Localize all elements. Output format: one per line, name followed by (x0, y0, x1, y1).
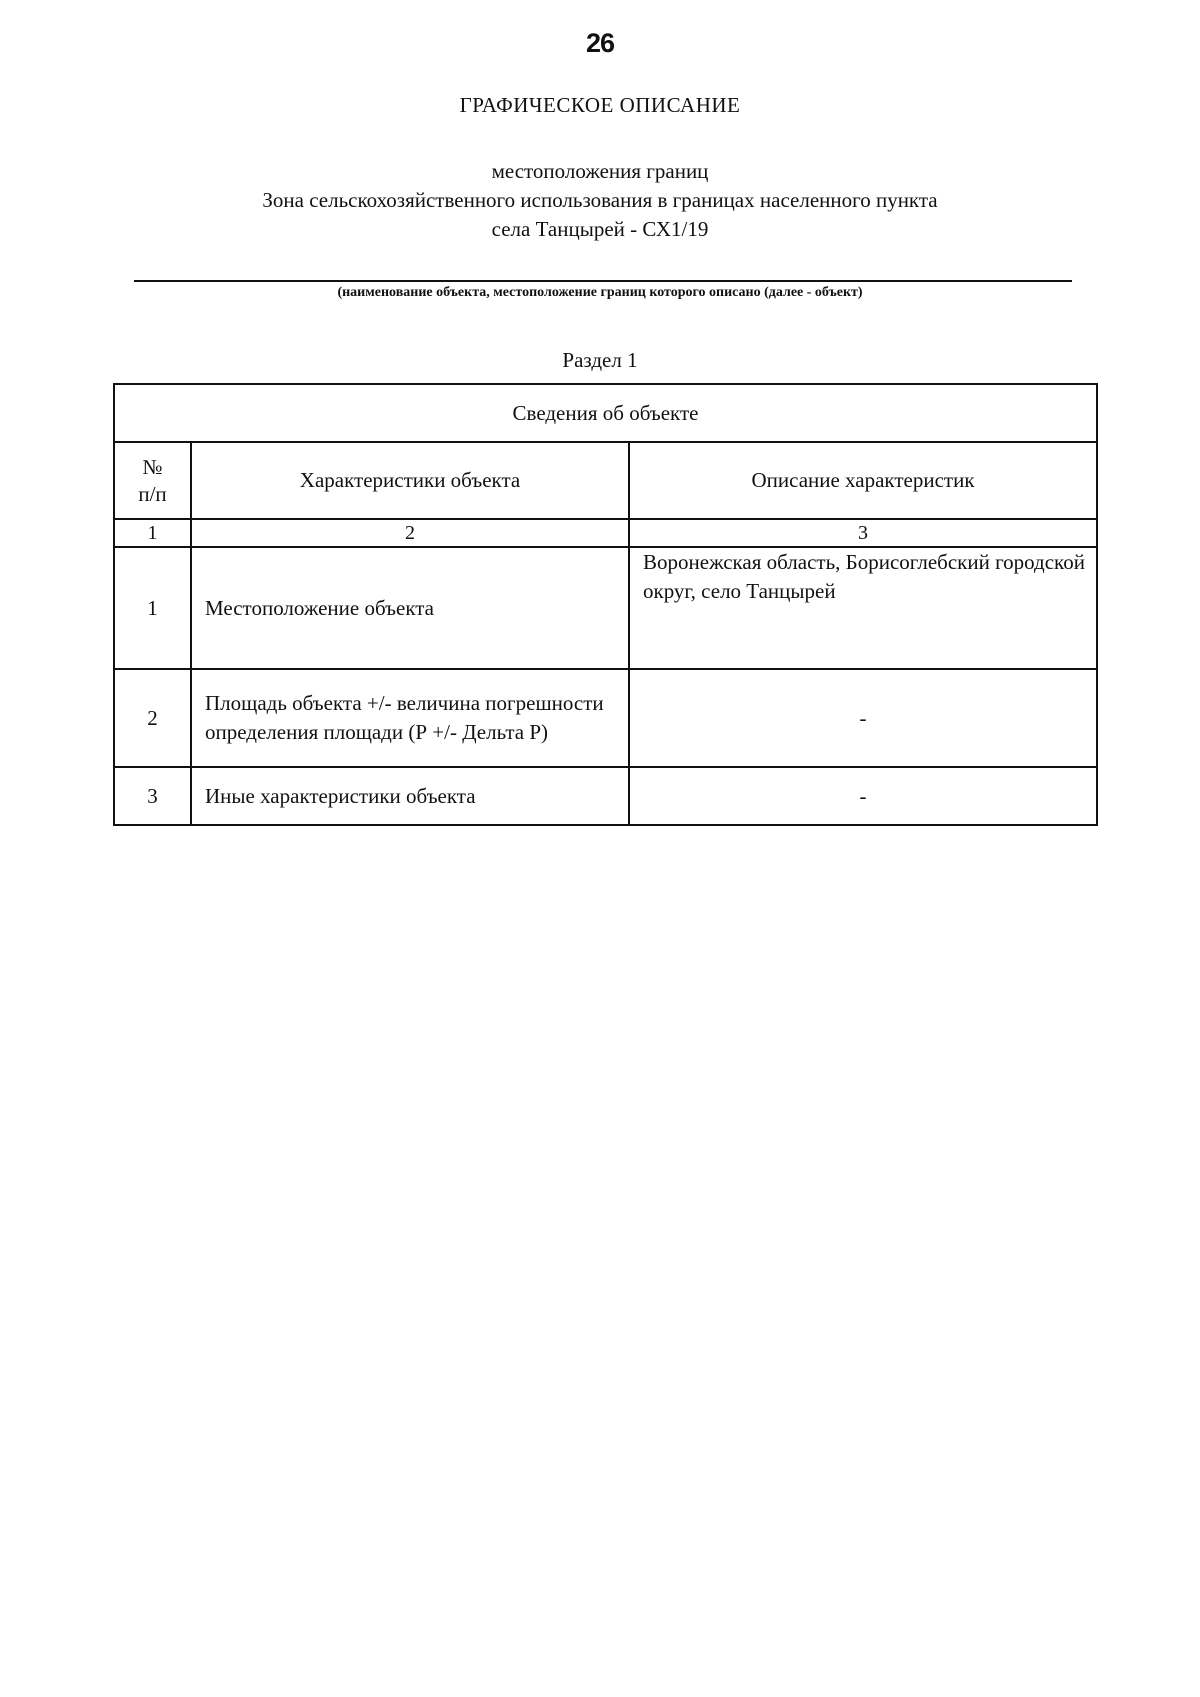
object-name-underline (134, 280, 1072, 282)
row-characteristic: Площадь объекта +/- величина погрешности определения площади (Р +/- Дельта Р) (191, 669, 629, 767)
subtitle-line-2: Зона сельскохозяйственного использования в границах населенного пункта (262, 188, 938, 212)
header-description: Описание характеристик (629, 442, 1097, 519)
row-description: - (629, 669, 1097, 767)
header-characteristics: Характеристики объекта (191, 442, 629, 519)
table-row (114, 669, 1097, 767)
page-number: 26 (585, 28, 615, 58)
row-description: - (629, 767, 1097, 825)
table-caption: Сведения об объекте (114, 384, 1097, 442)
row-number: 2 (114, 669, 191, 767)
object-name-caption: (наименование объекта, местоположение границ которого описано (далее - объект) (337, 285, 863, 300)
header-num-symbol: № (142, 454, 163, 479)
row-characteristic: Иные характеристики объекта (191, 767, 629, 825)
document-title: ГРАФИЧЕСКОЕ ОПИСАНИЕ (459, 93, 741, 117)
column-index-3: 3 (629, 519, 1097, 547)
table-row (114, 767, 1097, 825)
column-index-1: 1 (114, 519, 191, 547)
object-name-block (0, 157, 1200, 244)
section-title: Раздел 1 (562, 348, 638, 372)
object-info-table (113, 383, 1098, 826)
header-num (114, 442, 191, 519)
row-description: Воронежская область, Борисоглебский городской округ, село Танцырей (629, 547, 1097, 669)
row-characteristic: Местоположение объекта (191, 547, 629, 669)
header-num-abbr: п/п (138, 481, 167, 506)
column-index-row (114, 519, 1097, 547)
table-caption-row (114, 384, 1097, 442)
row-number: 3 (114, 767, 191, 825)
table-header-row (114, 442, 1097, 519)
row-number: 1 (114, 547, 191, 669)
column-index-2: 2 (191, 519, 629, 547)
subtitle-line-3: села Танцырей - СХ1/19 (491, 217, 709, 241)
table-row (114, 547, 1097, 669)
subtitle-line-1: местоположения границ (491, 159, 709, 183)
